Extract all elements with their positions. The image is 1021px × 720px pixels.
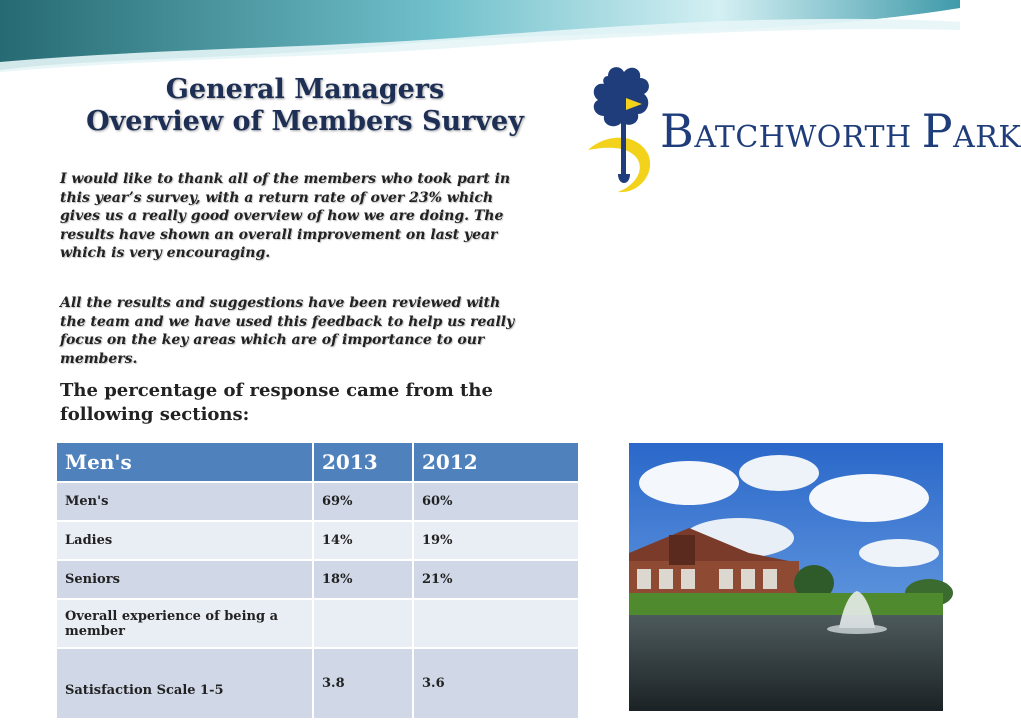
header-2012: 2012 (413, 443, 579, 482)
row-value-2012: 3.6 (413, 648, 579, 718)
title-line-1: General Managers (165, 74, 445, 105)
table-row (57, 648, 579, 718)
row-value-2012: 60% (413, 482, 579, 521)
row-value-2012 (413, 599, 579, 648)
row-label: Overall experience of being a member (57, 599, 313, 648)
logo-letter-b: B (660, 104, 695, 158)
table-row (57, 521, 579, 560)
header-2013: 2013 (313, 443, 413, 482)
row-label: Ladies (57, 521, 313, 560)
table-row (57, 482, 579, 521)
logo-letter-p: P (921, 104, 954, 158)
row-value-2012: 19% (413, 521, 579, 560)
clubhouse-photo (629, 443, 943, 711)
row-value-2013: 18% (313, 560, 413, 599)
logo-wordmark (660, 104, 1021, 158)
row-label: Seniors (57, 560, 313, 599)
row-value-2013: 14% (313, 521, 413, 560)
table-row (57, 599, 579, 648)
percentage-heading: The percentage of response came from the following sections: (60, 380, 493, 425)
logo-word-ark: ARK (953, 120, 1021, 155)
row-value-2013: 69% (313, 482, 413, 521)
header-section: Men's (57, 443, 313, 482)
intro-paragraph-1: I would like to thank all of the members who took part in this year’s survey, with a return rate of over 23% which gives us a really good overview of how we are doing. The results have shown an overall improvement on last year which is very encouraging. (60, 171, 511, 261)
title-line-2: Overview of Members Survey (86, 106, 524, 137)
row-value-2013: 3.8 (313, 648, 413, 718)
intro-paragraph-2: All the results and suggestions have been reviewed with the team and we have used this feedback to help us really focus on the key areas which are of importance to our members. (60, 295, 515, 367)
logo-word-atchworth: ATCHWORTH (694, 120, 922, 155)
table-row (57, 560, 579, 599)
row-label: Men's (57, 482, 313, 521)
row-value-2013 (313, 599, 413, 648)
table-header-row (57, 443, 579, 482)
row-value-2012: 21% (413, 560, 579, 599)
row-label: Satisfaction Scale 1-5 (57, 648, 313, 718)
page-title (40, 74, 570, 138)
survey-results-table (57, 443, 580, 718)
